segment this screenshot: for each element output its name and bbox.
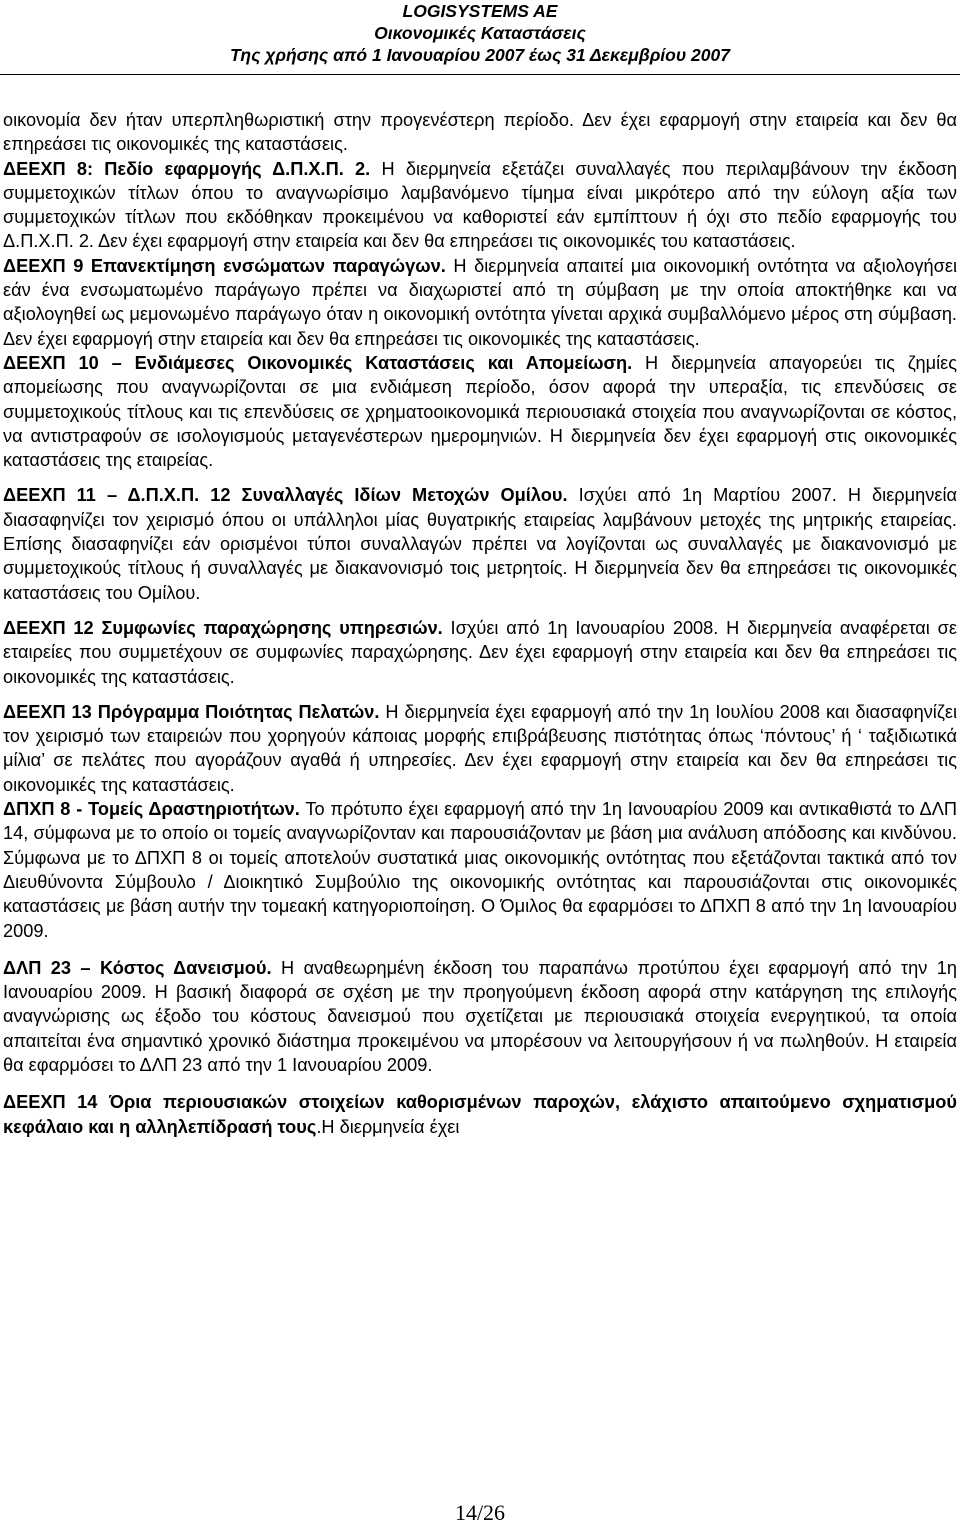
paragraph-heading: ΔΛΠ 23 – Κόστος Δανεισμού. <box>3 957 272 978</box>
paragraph-heading: ΔΕΕΧΠ 11 – Δ.Π.Χ.Π. 12 Συναλλαγές Ιδίων Μετοχών Ομίλου. <box>3 485 568 506</box>
company-name: LOGISYSTEMS AE <box>402 1 558 21</box>
paragraph-ifric-13: ΔΕΕΧΠ 13 Πρόγραμμα Ποιότητας Πελατών. Η διερμηνεία έχει εφαρμογή από την 1η Ιουλίου 2008 και διασαφηνίζει τον χειρισμό των εταιρειών που χορηγούν κάποιας μορφής επιβράβευσης πιστότητας όπως ‘πόντους’ ή ‘ ταξιδιωτικά μίλια’ σε πελάτες που αγοράζουν αγαθά ή υπηρεσίες. Δεν έχει εφαρμογή στην εταιρεία και δεν θα επηρεάσει τις οικονομικές της καταστάσεις. <box>3 701 957 795</box>
paragraph-ifric-12: ΔΕΕΧΠ 12 Συμφωνίες παραχώρησης υπηρεσιών. Ισχύει από 1η Ιανουαρίου 2008. Η διερμηνεία αναφέρεται σε εταιρείες που συμμετέχουν σε συμφωνίες παραχώρησης. Δεν έχει εφαρμογή στην εταιρεία και δεν θα επηρεάσει τις οικονομικές της καταστάσεις. <box>3 617 957 687</box>
paragraph-heading: ΔΠΧΠ 8 - Τομείς Δραστηριοτήτων. <box>3 799 300 820</box>
report-period: Της χρήσης από 1 Ιανουαρίου 2007 έως 31 Δεκεμβρίου 2007 <box>230 45 730 65</box>
paragraph-intro: οικονομία δεν ήταν υπερπληθωριστική στην προγενέστερη περίοδο. Δεν έχει εφαρμογή στην εταιρεία και δεν θα επηρεάσει τις οικονομικές της καταστάσεις. <box>3 110 957 155</box>
paragraph-heading: ΔΕΕΧΠ 10 – Ενδιάμεσες Οικονομικές Καταστάσεις και Απομείωση. <box>3 352 633 373</box>
paragraph-ifrs-8: ΔΠΧΠ 8 - Τομείς Δραστηριοτήτων. Το πρότυπο έχει εφαρμογή από την 1η Ιανουαρίου 2009 και αντικαθιστά το ΔΛΠ 14, σύμφωνα με το οποίο οι τομείς αναγνωρίζονταν και παρουσιάζονταν με βάση μια ανάλυση απόδοσης και κινδύνου. Σύμφωνα με το ΔΠΧΠ 8 οι τομείς αποτελούν συστατικά μιας οικονομικής οντότητας που εξετάζονται τακτικά από τον Διευθύνοντα Σύμβουλο / Διοικητικό Συμβούλιο της οικονομικής οντότητας και παρουσιάζονται στις οικονομικές καταστάσεις με βάση αυτήν την τομεακή κατηγοριοποίηση. Ο Όμιλος θα εφαρμόσει το ΔΠΧΠ 8 από την 1η Ιανουαρίου 2009. <box>3 799 957 941</box>
paragraph-heading: ΔΕΕΧΠ 12 Συμφωνίες παραχώρησης υπηρεσιών. <box>3 617 443 638</box>
paragraph-heading: ΔΕΕΧΠ 14 Όρια περιουσιακών στοιχείων καθορισμένων παροχών, ελάχιστο απαιτούμενο σχηματισμού κεφάλαιο και η αλληλεπίδρασή τους <box>3 1092 957 1137</box>
page-number: 14/26 <box>454 1500 506 1525</box>
paragraph-ifric-9: ΔΕΕΧΠ 9 Επανεκτίμηση ενσώματων παραγώγων. Η διερμηνεία απαιτεί μια οικονομική οντότητα να αξιολογήσει εάν ένα ενσωματωμένο παράγωγο πρέπει να διαχωριστεί από τη σύμβαση με την οποία αποκτήθηκε και να αξιολογηθεί ως μεμονωμένο παράγωγο όταν η οικονομική οντότητα γίνεται αρχικά συμβαλλόμενο μέρος στη σύμβαση. Δεν έχει εφαρμογή στην εταιρεία και δεν θα επηρεάσει τις οικονομικές της καταστάσεις. <box>3 255 957 349</box>
paragraph-ifric-8: ΔΕΕΧΠ 8: Πεδίο εφαρμογής Δ.Π.Χ.Π. 2. Η διερμηνεία εξετάζει συναλλαγές που περιλαμβάνουν την έκδοση συμμετοχικών τίτλων όπου το αναγνωρίσιμο λαμβανόμενο τίμημα είναι μικρότερο από την εύλογη αξία των συμμετοχικών τίτλων που εκδόθηκαν προκειμένου να καθοριστεί εάν εμπίπτουν ή όχι στο πεδίο εφαρμογής του Δ.Π.Χ.Π. 2. Δεν έχει εφαρμογή στην εταιρεία και δεν θα επηρεάσει τις οικονομικές του καταστάσεις. <box>3 158 957 252</box>
paragraph-ifric-11: ΔΕΕΧΠ 11 – Δ.Π.Χ.Π. 12 Συναλλαγές Ιδίων Μετοχών Ομίλου. Ισχύει από 1η Μαρτίου 2007. Η διερμηνεία διασαφηνίζει τον χειρισμό όπου οι υπάλληλοι μίας θυγατρικής εταιρείας λαμβάνουν μετοχές της μητρικής εταιρείας. Επίσης διασαφηνίζει εάν ορισμένοι τύποι συναλλαγών πρέπει να λογίζονται ως συναλλαγές με διακανονισμό με συμμετοχικούς τίτλους ή συναλλαγές με διακανονισμό τοις μετρητοίς. Η διερμηνεία δεν θα επηρεάσει τις οικονομικές καταστάσεις του Ομίλου. <box>3 485 957 603</box>
report-title: Οικονομικές Καταστάσεις <box>374 23 586 43</box>
paragraph-heading: ΔΕΕΧΠ 13 Πρόγραμμα Ποιότητας Πελατών. <box>3 701 380 722</box>
header-divider <box>0 74 960 75</box>
document-body <box>3 108 957 1139</box>
paragraph-heading: ΔΕΕΧΠ 8: Πεδίο εφαρμογής Δ.Π.Χ.Π. 2. <box>3 158 371 179</box>
paragraph-ifric-10: ΔΕΕΧΠ 10 – Ενδιάμεσες Οικονομικές Καταστάσεις και Απομείωση. Η διερμηνεία απαγορεύει τις ζημίες απομείωσης που αναγνωρίζονται σε μια ενδιάμεση περίοδο, όσον αφορά την υπεραξία, τις επενδύσεις σε συμμετοχικούς τίτλους και τις επενδύσεις σε χρηματοοικονομικά περιουσιακά στοιχεία που αναγνωρίζονται σε κόστος, να αντιστραφούν σε ισολογισμούς μεταγενέστερων ημερομηνιών. Η διερμηνεία δεν έχει εφαρμογή στις οικονομικές καταστάσεις της εταιρείας. <box>3 352 958 471</box>
paragraph-ifric-14: ΔΕΕΧΠ 14 Όρια περιουσιακών στοιχείων καθορισμένων παροχών, ελάχιστο απαιτούμενο σχηματισμού κεφάλαιο και η αλληλεπίδρασή τους.Η διερμηνεία έχει <box>3 1092 957 1137</box>
page-header <box>0 0 960 66</box>
paragraph-ias-23: ΔΛΠ 23 – Κόστος Δανεισμού. Η αναθεωρημένη έκδοση του παραπάνω προτύπου έχει εφαρμογή από την 1η Ιανουαρίου 2009. Η βασική διαφορά σε σχέση με την προηγούμενη έκδοση αφορά στην κατάργηση της επιλογής αναγνώρισης ως έξοδο του κόστους δανεισμού που σχετίζεται με περιουσιακά στοιχεία ενεργητικού, τα οποία απαιτείται ένα σημαντικό χρονικό διάστημα προκειμένου να μπορέσουν να λειτουργήσουν ή να πωληθούν. Η εταιρεία θα εφαρμόσει το ΔΛΠ 23 από την 1 Ιανουαρίου 2009. <box>3 957 957 1075</box>
paragraph-heading: ΔΕΕΧΠ 9 Επανεκτίμηση ενσώματων παραγώγων. <box>3 255 446 276</box>
